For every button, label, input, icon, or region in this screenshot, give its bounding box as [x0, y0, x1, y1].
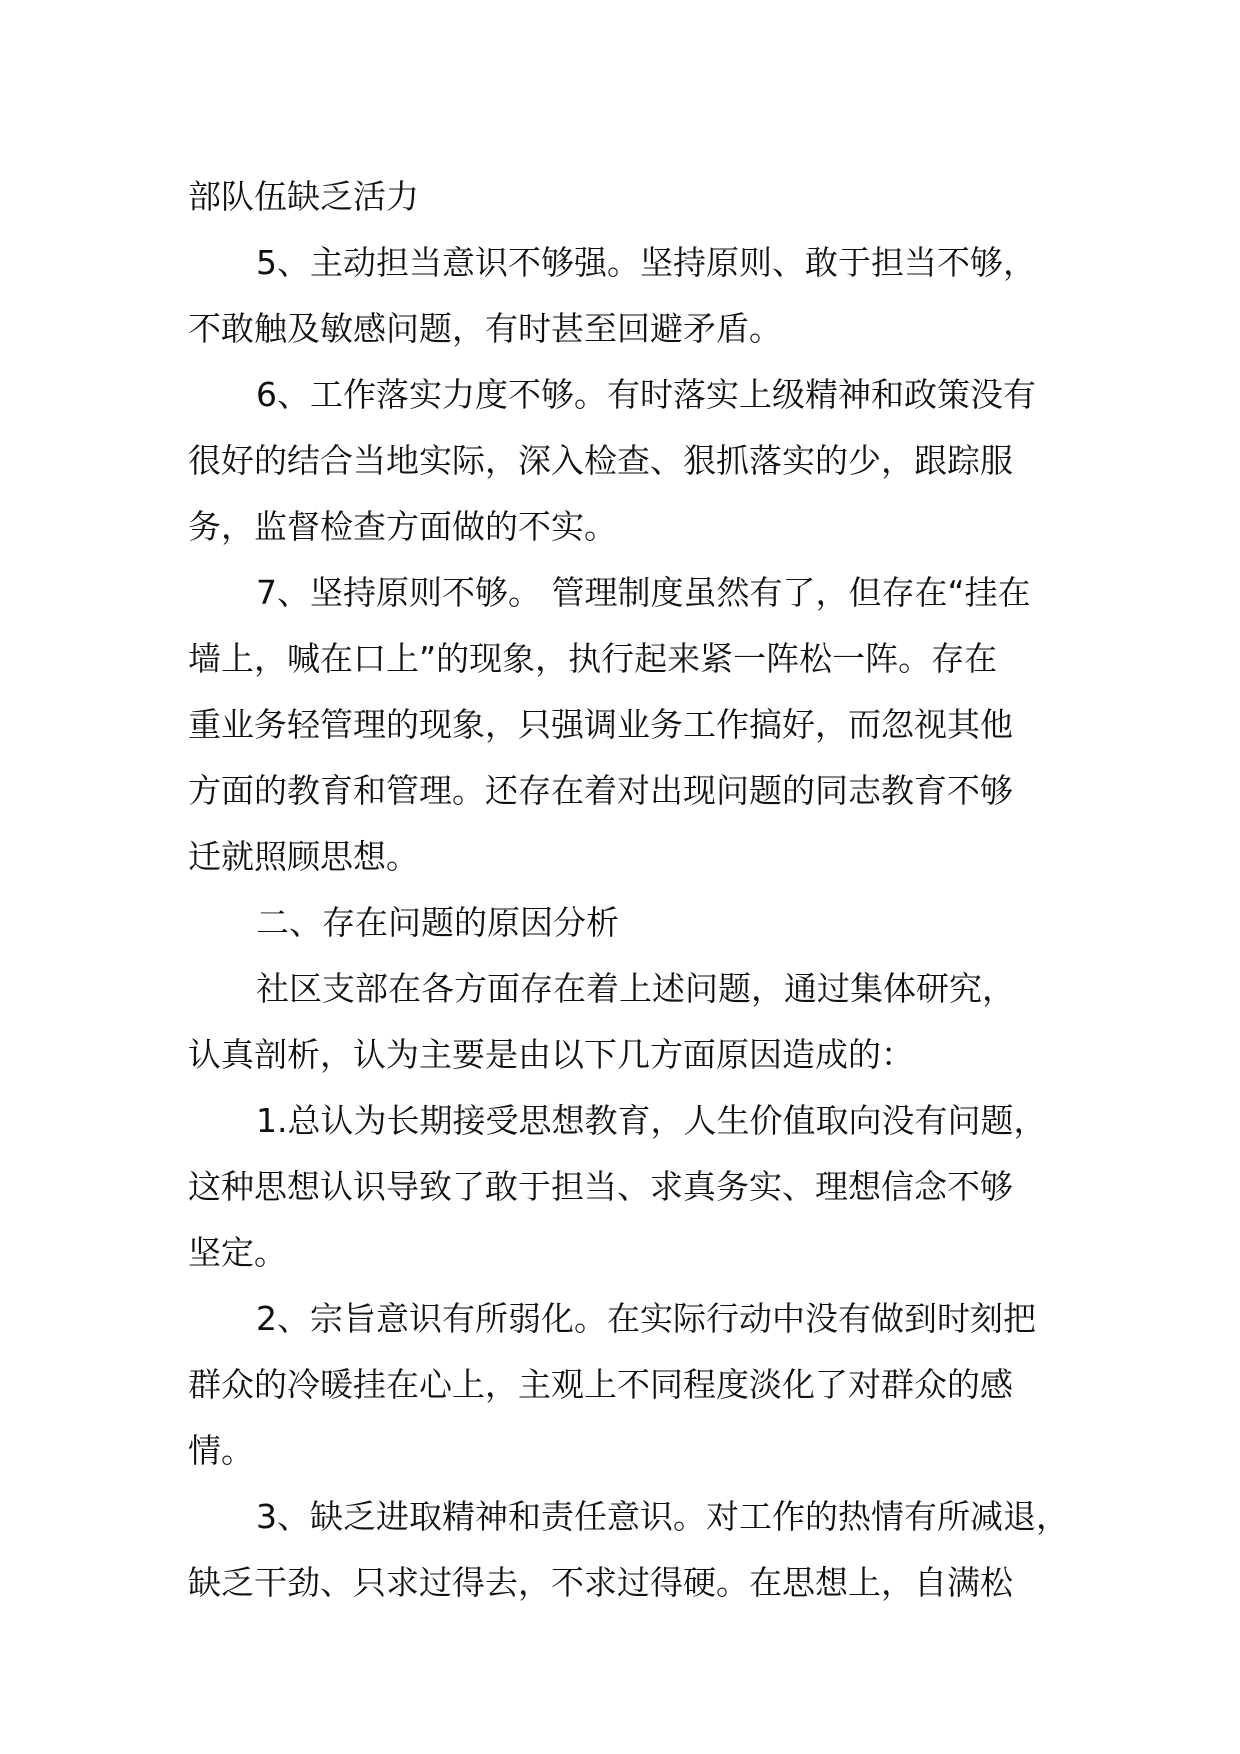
text-line: 6、工作落实力度不够。有时落实上级精神和政策没有 [256, 375, 1036, 414]
text-line: 这种思想认识导致了敢于担当、求真务实、理想信念不够 [188, 1167, 1013, 1206]
text-line: 2、宗旨意识有所弱化。在实际行动中没有做到时刻把 [256, 1299, 1036, 1338]
text-line: 不敢触及敏感问题，有时甚至回避矛盾。 [188, 309, 782, 348]
text-line: 部队伍缺乏活力 [188, 177, 419, 216]
text-line: 社区支部在各方面存在着上述问题，通过集体研究， [256, 969, 1015, 1008]
text-line: 认真剖析，认为主要是由以下几方面原因造成的： [188, 1035, 914, 1074]
text-line: 墙上，喊在口上”的现象，执行起来紧一阵松一阵。存在 [188, 639, 998, 678]
text-line: 缺乏干劲、只求过得去，不求过得硬。在思想上，自满松 [188, 1563, 1013, 1602]
text-line: 方面的教育和管理。还存在着对出现问题的同志教育不够 [188, 771, 1013, 810]
text-line: 5、主动担当意识不够强。坚持原则、敢于担当不够， [256, 243, 1036, 282]
text-line: 重业务轻管理的现象，只强调业务工作搞好，而忽视其他 [188, 705, 1013, 744]
text-line: 7、坚持原则不够。 管理制度虽然有了，但存在“挂在 [256, 573, 1031, 612]
text-line: 很好的结合当地实际，深入检查、狠抓落实的少，跟踪服 [188, 441, 1013, 480]
text-line: 坚定。 [188, 1233, 287, 1272]
text-line: 1.总认为长期接受思想教育，人生价值取向没有问题， [256, 1101, 1047, 1140]
text-line: 务，监督检查方面做的不实。 [188, 507, 617, 546]
text-line: 情。 [188, 1431, 254, 1470]
text-line: 群众的冷暖挂在心上，主观上不同程度淡化了对群众的感 [188, 1365, 1013, 1404]
section-heading: 二、存在问题的原因分析 [256, 903, 619, 942]
text-line: 3、缺乏进取精神和责任意识。对工作的热情有所减退， [256, 1497, 1069, 1536]
text-line: 迁就照顾思想。 [188, 837, 419, 876]
document-body [188, 164, 1088, 1616]
